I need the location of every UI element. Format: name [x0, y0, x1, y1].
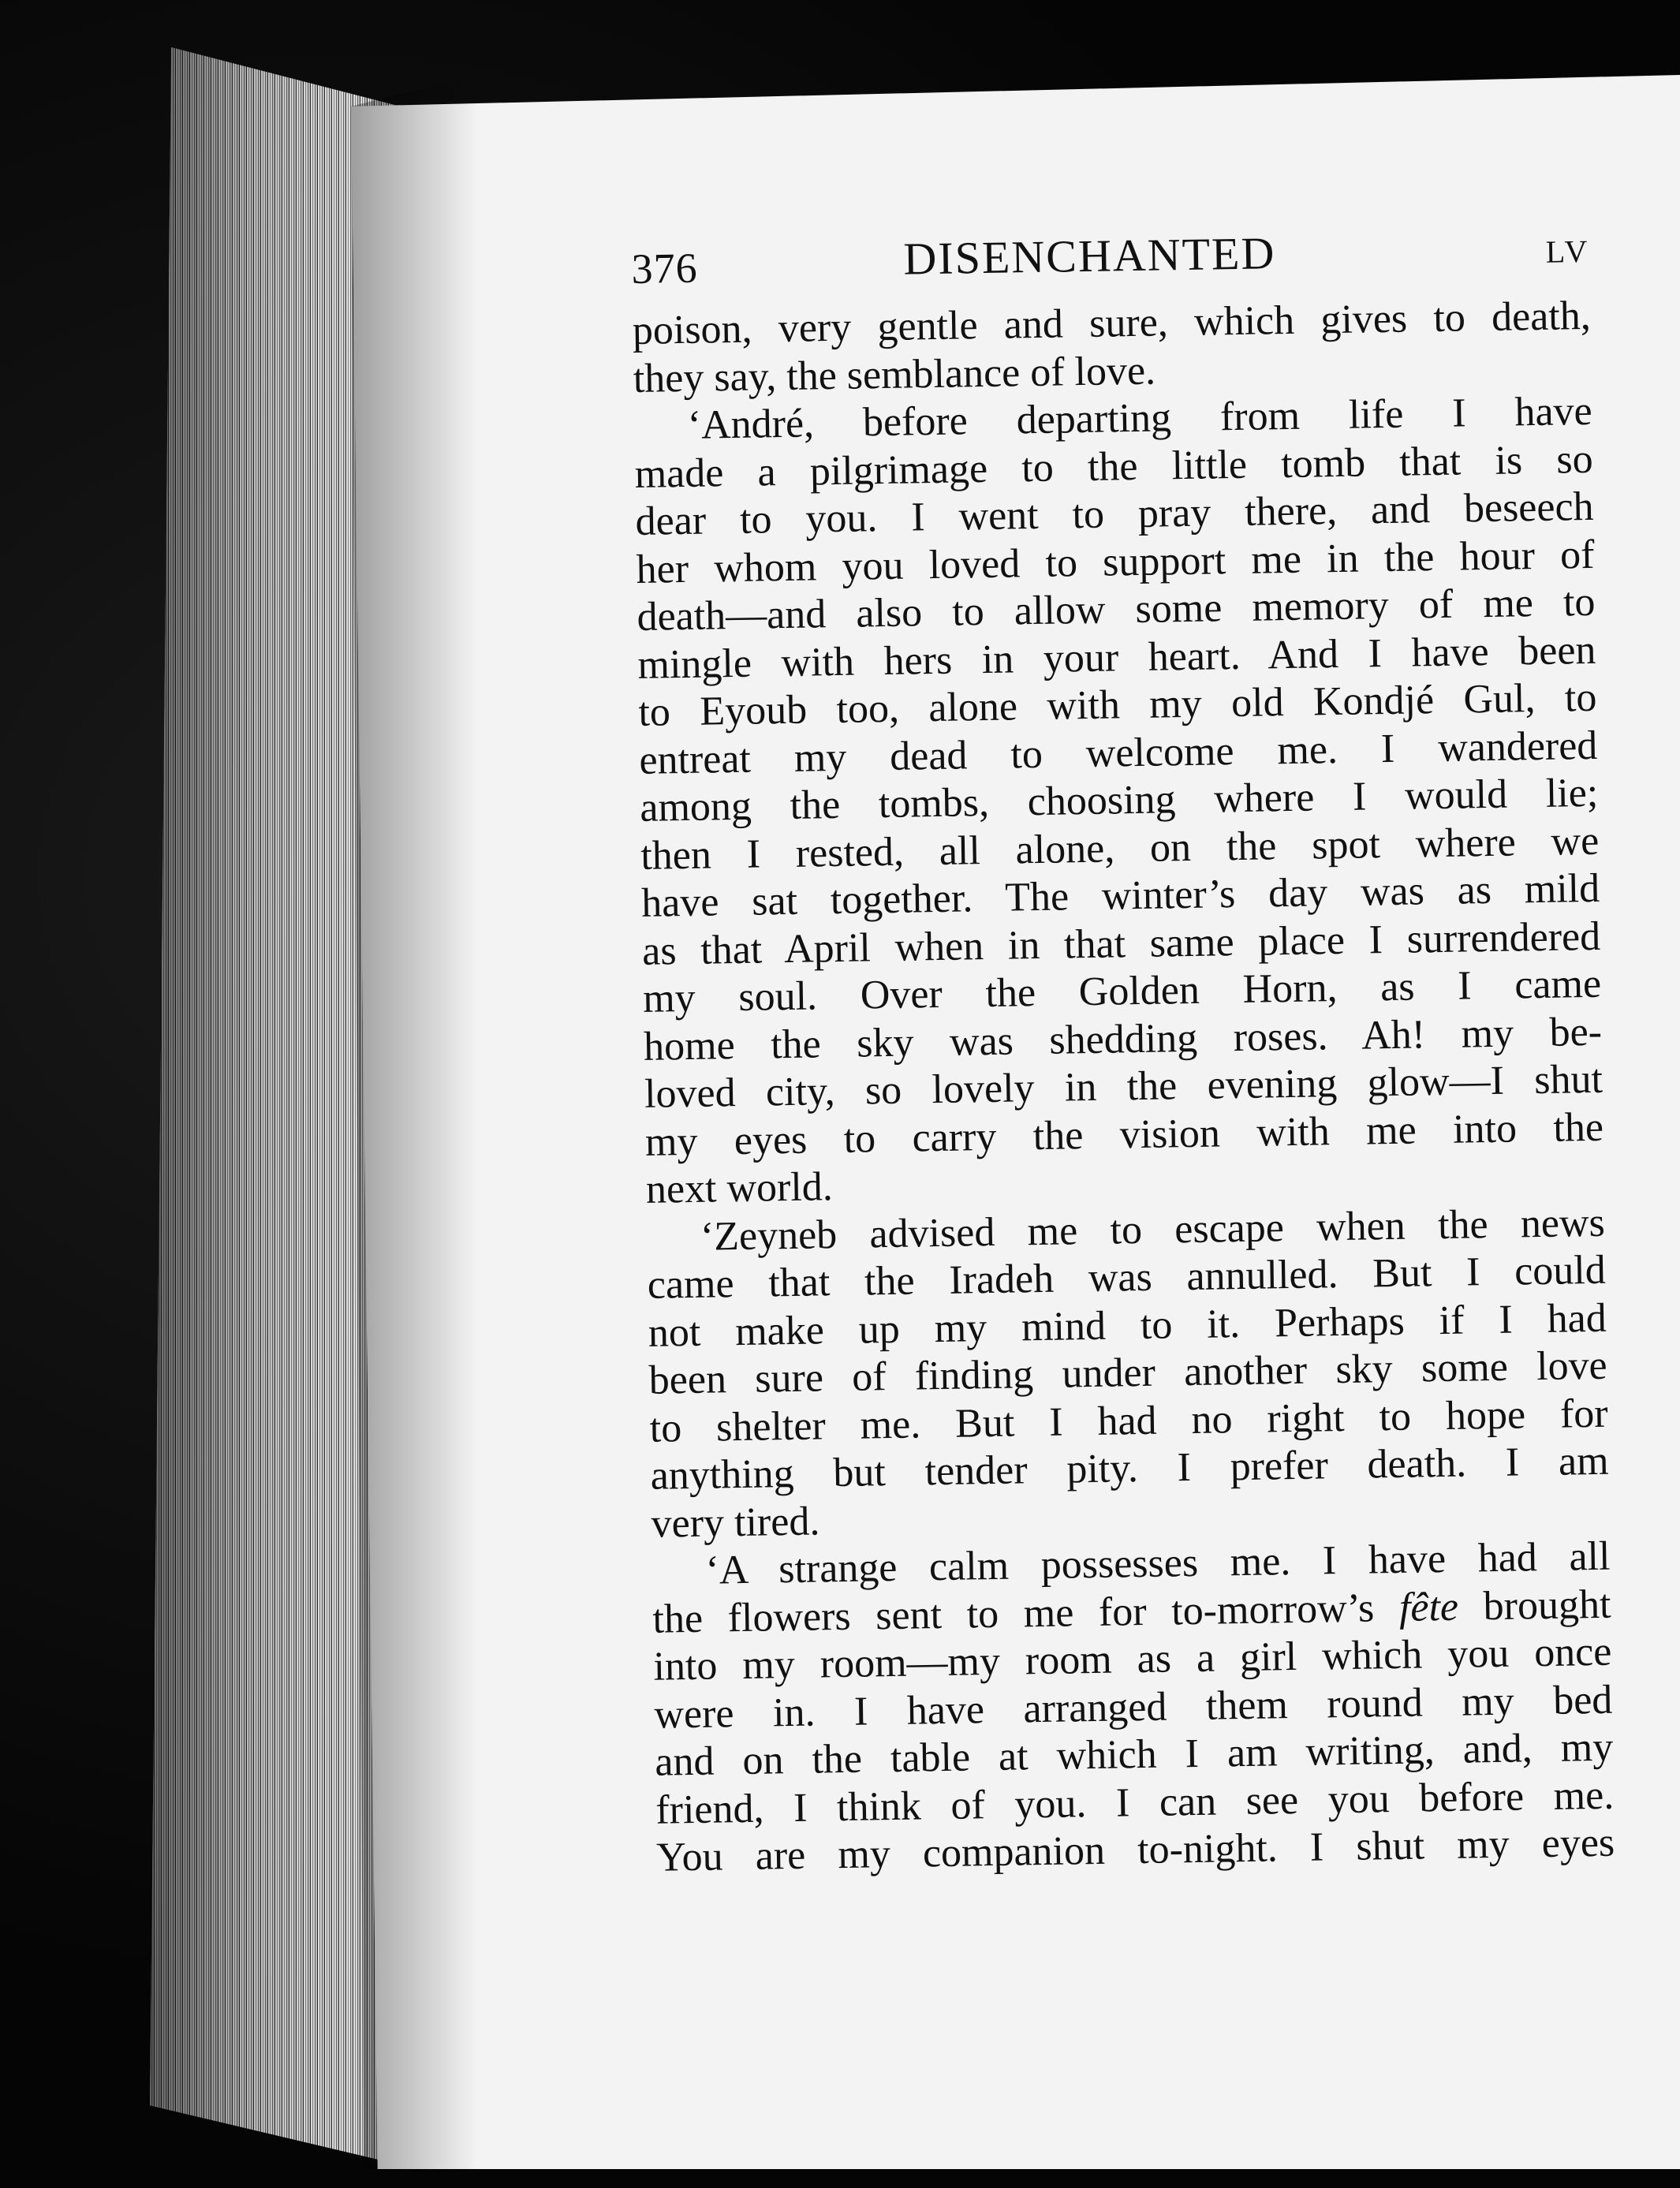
running-head	[631, 222, 1590, 308]
text-line: to Eyoub too, alone with my old Kondjé Gul, to	[638, 674, 1597, 735]
text-line: among the tombs, choosing where I would lie;	[639, 770, 1599, 831]
text-line: mingle with hers in your heart. And I have been	[637, 627, 1596, 688]
text-line: friend, I think of you. I can see you before me.	[655, 1772, 1615, 1833]
text-line: into my room—my room as a girl which you once	[653, 1629, 1612, 1690]
text-line: my soul. Over the Golden Horn, as I came	[642, 961, 1602, 1021]
gutter-shadow	[351, 75, 477, 2169]
running-title: DISENCHANTED	[902, 227, 1276, 285]
text-line: been sure of finding under another sky some love	[648, 1342, 1608, 1403]
text-line: came that the Iradeh was annulled. But I could	[647, 1247, 1607, 1308]
text-line: have sat together. The winter’s day was as mild	[640, 865, 1600, 926]
text-line: ‘A strange calm possesses me. I have had all	[705, 1533, 1611, 1593]
text-line: as that April when in that same place I surrendered	[641, 913, 1601, 974]
text-line: then I rested, all alone, on the spot where we	[640, 818, 1600, 879]
text-line: loved city, so lovely in the evening glow—I shut	[644, 1056, 1603, 1117]
text-line: home the sky was shedding roses. Ah! my be-	[643, 1009, 1603, 1070]
text-line: made a pilgrimage to the little tomb that is so	[634, 436, 1594, 497]
text-line: death—and also to allow some memory of me to	[637, 579, 1596, 640]
text-line: were in. I have arranged them round my bed	[653, 1677, 1613, 1738]
body-text	[632, 293, 1615, 1882]
text-line: dear to you. I went to pray there, and beseech	[635, 484, 1594, 544]
text-line: they say, the semblance of love.	[633, 348, 1156, 401]
text-line: You are my companion to-night. I shut my eyes	[655, 1820, 1615, 1880]
text-line: my eyes to carry the vision with me into the	[644, 1104, 1604, 1165]
text-line: ‘André, before departing from life I have	[687, 388, 1593, 448]
text-line: poison, very gentle and sure, which gives to death,	[632, 293, 1592, 353]
text-line: entreat my dead to welcome me. I wandered	[638, 722, 1598, 783]
text-block	[631, 222, 1615, 1882]
text-line: and on the table at which I am writing, and, my	[654, 1724, 1614, 1785]
italic-word: fête	[1398, 1584, 1459, 1630]
text-line: the flowers sent to me for to-morrow’s fête brought	[652, 1581, 1611, 1642]
text-line: anything but tender pity. I prefer death. I am	[650, 1438, 1609, 1499]
text-line: ‘Zeyneb advised me to escape when the news	[700, 1200, 1606, 1260]
chapter-number: LV	[1545, 233, 1590, 270]
text-line: next world.	[645, 1164, 834, 1212]
text-line: to shelter me. But I had no right to hope for	[649, 1391, 1609, 1451]
text-line: her whom you loved to support me in the hour of	[636, 532, 1595, 592]
text-line: not make up my mind to it. Perhaps if I had	[648, 1295, 1607, 1356]
text-line: very tired.	[651, 1498, 820, 1547]
page-number: 376	[631, 244, 699, 293]
